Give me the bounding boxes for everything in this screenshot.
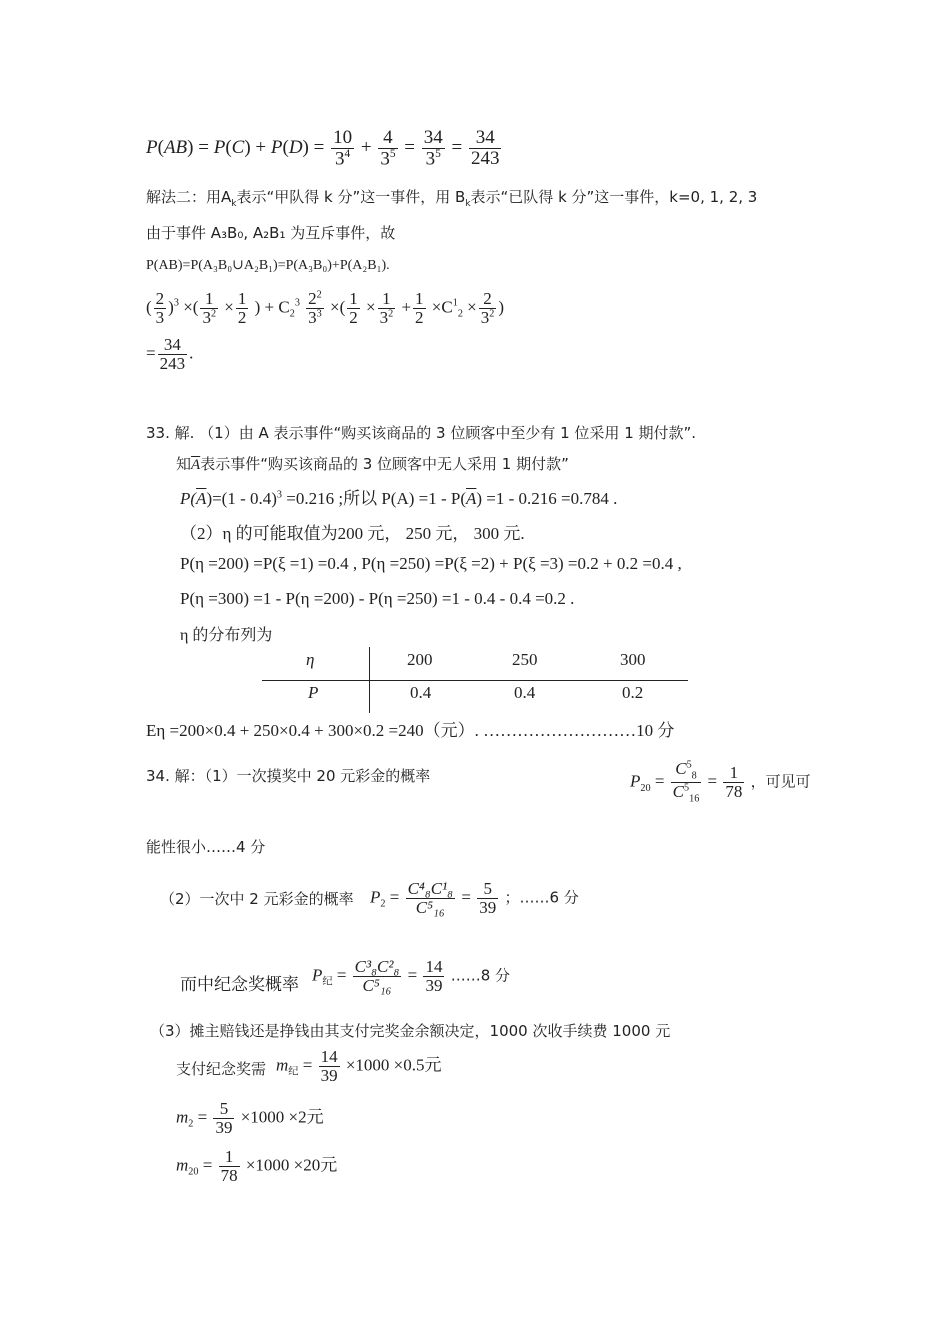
result-line: = $\frac{34}{243}$ . — [146, 335, 194, 373]
q33-p300: P(η =300) =1 - P(η =200) - P(η =250) =1 - 0.4 - 0.4 =0.2 . — [180, 589, 575, 608]
q34-cont: 能性很小……4 分 — [146, 838, 266, 856]
table-vline — [369, 647, 370, 713]
table-hline — [262, 680, 688, 681]
table-h2: 250 — [512, 650, 538, 669]
q34-title: 34. 解：（1）一次摸奖中 20 元彩金的概率 — [146, 767, 431, 785]
table-h0: η — [306, 650, 315, 669]
q33-know: 知$\overline{A}$表示事件“购买该商品的 3 位顾客中无人采用 1 期付款” — [176, 455, 569, 473]
mutual-line: 由于事件 A₃B₀, A₂B₁ 为互斥事件，故 — [146, 224, 396, 242]
pab-line: P(AB)=P(A₃B₀∪A₂B₁)=P(A₃B₀)+P(A₂B₁). — [146, 258, 390, 273]
q34-p20: $P_{20}$ = $\frac{C^5_8}{C^5_{16}}$ = $\frac{1}{78}$ ，可见可 — [630, 759, 811, 805]
q34-mj-formula: $m_纪$ = $\frac{14}{39}$ ×1000 ×0.5元 — [276, 1047, 442, 1085]
table-r3: 0.2 — [622, 683, 644, 702]
q33-eta-values: （2）η 的可能取值为200 元， 250 元， 300 元. — [180, 524, 525, 543]
q34-m2-formula: $m_2$ = $\frac{5}{39}$ ×1000 ×2元 — [176, 1099, 324, 1137]
expr-line: ( $\frac{2}{3}$ )$^3$ ×( $\frac{1}{3^2}$ × $\frac{1}{2}$ ) + $C_2^3$ $\frac{2^2}{3^3}$ ×( $\frac{1}{2}$ × $\frac{1}{3^2}$ + $\frac{1}{2}$ $\times C^1_2$ × $\frac{2}{3^2}$ ) — [146, 289, 505, 327]
table-r2: 0.4 — [514, 683, 536, 702]
table-r1: 0.4 — [410, 683, 432, 702]
q33-expectation: Eη =200×0.4 + 250×0.4 + 300×0.2 =240（元）. ………………………10 分 — [146, 721, 675, 740]
table-h3: 300 — [620, 650, 646, 669]
table-r0: P — [308, 683, 319, 702]
method2-line: 解法二：用$A_k$表示“甲队得 k 分”这一事件，用 $B_k$表示“已队得 k 分”这一事件，k=0, 1, 2, 3 — [146, 188, 758, 209]
frac-num: 10 — [333, 127, 353, 148]
q33-title: 33. 解. （1）由 A 表示事件“购买该商品的 3 位顾客中至少有 1 位采用 1 期付款”. — [146, 424, 697, 442]
q33-dist-title: η 的分布列为 — [180, 627, 273, 644]
q34-p2-text: （2）一次中 2 元彩金的概率 — [160, 890, 354, 908]
q34-pj-formula: $P_纪$ = $\frac{\text{C³₈C²₈}}{\text{C⁵₁₆}}$ = $\frac{14}{39}$ ……8 分 — [312, 957, 511, 995]
q34-part3: （3）摊主赔钱还是挣钱由其支付完奖金余额决定，1000 次收手续费 1000 元 — [150, 1022, 671, 1040]
q33-pa-line: $P(\overline{A})=(1 - 0.4)^3 =0.216$ ;所以 $P(A) =1 - P(\overline{A}) =1 - 0.216 =0.784$ . — [180, 489, 618, 508]
q34-pj-text: 而中纪念奖概率 — [180, 975, 299, 995]
prob-ab-line: P(AB) = P(C) + P(D) = $\frac{10}{3^4}$ + $\frac{4}{3^5}$ = $\frac{34}{3^5}$ = $\frac{34}{243}$ — [146, 127, 500, 170]
q34-mj-text: 支付纪念奖需 — [176, 1060, 267, 1078]
q34-m20-formula: $m_{20}$ = $\frac{1}{78}$ ×1000 ×20元 — [176, 1147, 338, 1185]
q33-p200: P(η =200) =P(ξ =1) =0.4 , P(η =250) =P(ξ =2) + P(ξ =3) =0.2 + 0.2 =0.4 , — [180, 554, 682, 573]
table-h1: 200 — [407, 650, 433, 669]
q34-p2-formula: $P_2$ = $\frac{\text{C⁴₈C¹₈}}{\text{C⁵₁₆}}$ = $\frac{5}{39}$ ；……6 分 — [370, 879, 579, 917]
